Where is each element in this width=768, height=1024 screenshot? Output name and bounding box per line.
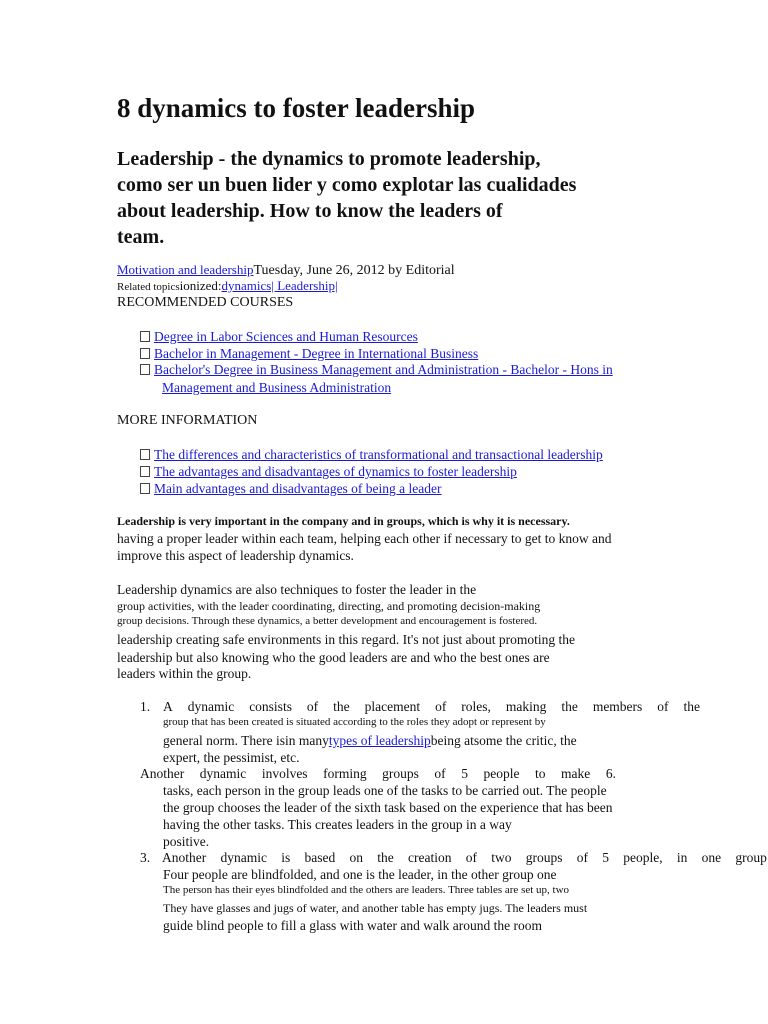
recommended-item-continued[interactable] <box>162 380 391 396</box>
more-info-item[interactable] <box>140 447 603 463</box>
more-info-item[interactable] <box>140 481 442 497</box>
word: the <box>333 699 350 714</box>
word: groups <box>382 766 419 781</box>
word: placement <box>364 699 421 714</box>
date-author: Tuesday, June 26, 2012 by Editorial <box>253 263 455 278</box>
checkbox-icon <box>140 364 150 375</box>
word: A <box>163 699 173 714</box>
course-link[interactable]: Bachelor in Management - Degree in International Business <box>154 346 479 361</box>
word: the <box>683 699 700 714</box>
checkbox-icon <box>140 348 150 359</box>
list-item-2-line: positive. <box>163 834 210 849</box>
list-number: 3. <box>140 850 151 865</box>
course-link[interactable]: Bachelor's Degree in Business Management and Administration - Bachelor - Hons in <box>154 362 613 377</box>
list-number: 1. <box>140 699 151 714</box>
recommended-item[interactable] <box>140 362 613 378</box>
word: Another <box>140 766 185 781</box>
word: make <box>561 766 591 781</box>
info-link[interactable]: The advantages and disadvantages of dynamics to foster leadership <box>154 464 517 479</box>
word: on <box>349 850 364 865</box>
word: people <box>483 766 520 781</box>
word: creation <box>408 850 452 865</box>
subtitle-line: team. <box>117 226 165 248</box>
list-item-1-line: group that has been created is situated according to the roles they adopt or represent by <box>163 716 546 728</box>
word: of <box>434 766 446 781</box>
paragraph-2-line: group activities, with the leader coordinating, directing, and promoting decision-making <box>117 599 541 613</box>
list-item-3-line: guide blind people to fill a glass with water and walk around the room <box>163 918 543 933</box>
list-item-1-line <box>163 733 577 749</box>
list-item-3-line: They have glasses and jugs of water, and another table has empty jugs. The leaders must <box>163 901 588 915</box>
course-link[interactable]: Degree in Labor Sciences and Human Resources <box>154 329 418 344</box>
word: of <box>576 850 588 865</box>
recommended-heading: RECOMMENDED COURSES <box>117 295 294 310</box>
word: of <box>657 699 669 714</box>
related-tags-link[interactable]: dynamics| Leadership| <box>221 278 338 293</box>
subtitle-line: about leadership. How to know the leaders of <box>117 200 503 222</box>
word: roles, <box>461 699 491 714</box>
related-mid: ionized: <box>179 278 222 293</box>
paragraph-2-line: leaders within the group. <box>117 666 252 681</box>
paragraph-2-line: leadership but also knowing who the good leaders are and who the best ones are <box>117 650 550 665</box>
related-prefix: Related topics <box>117 281 180 293</box>
related-topics <box>117 278 338 294</box>
word: members <box>592 699 643 714</box>
paragraph-2-line: Leadership dynamics are also techniques to foster the leader in the <box>117 582 477 597</box>
word: in <box>676 850 688 865</box>
list-item-1-line-1 <box>163 699 700 715</box>
word: one <box>701 850 722 865</box>
more-info-heading: MORE INFORMATION <box>117 413 258 428</box>
word: group <box>735 850 767 865</box>
word: the <box>377 850 394 865</box>
word: Another <box>162 850 207 865</box>
text: being atsome the critic, the <box>430 733 577 748</box>
info-link[interactable]: The differences and characteristics of transformational and transactional leadership <box>154 447 603 462</box>
subtitle-line: Leadership - the dynamics to promote leadership, <box>117 148 541 170</box>
word: of <box>306 699 319 714</box>
list-item-3-line: Four people are blindfolded, and one is the leader, in the other group one <box>163 867 557 882</box>
paragraph-2-line: leadership creating safe environments in this regard. It's not just about promoting the <box>117 632 575 647</box>
word: of <box>465 850 477 865</box>
course-link[interactable]: Management and Business Administration <box>162 380 392 395</box>
list-item-2-line: tasks, each person in the group leads one of the tasks to be carried out. The people <box>163 783 607 798</box>
page-title: 8 dynamics to foster leadership <box>117 93 475 123</box>
info-link[interactable]: Main advantages and disadvantages of being a leader <box>154 481 442 496</box>
paragraph-1-bold: Leadership is very important in the company and in groups, which is why it is necessary. <box>117 514 570 528</box>
word: forming <box>323 766 367 781</box>
subtitle <box>117 146 576 250</box>
subtitle-line: como ser un buen lider y como explotar las cualidades <box>117 174 577 196</box>
word: to <box>535 766 546 781</box>
word: 5 <box>461 766 468 781</box>
word: 5 <box>602 850 609 865</box>
list-item-2-line: the group chooses the leader of the sixth task based on the experience that has been <box>163 800 613 815</box>
list-item-3-line: The person has their eyes blindfolded and the others are leaders. Three tables are set up, two <box>163 884 570 896</box>
types-of-leadership-link[interactable]: types of leadership <box>328 733 431 748</box>
checkbox-icon <box>140 449 150 460</box>
word: involves <box>261 766 308 781</box>
paragraph-1-line: improve this aspect of leadership dynamics. <box>117 548 354 563</box>
paragraph-2-line: group decisions. Through these dynamics, a better development and encouragement is fostered. <box>117 615 538 627</box>
recommended-item[interactable] <box>140 346 478 362</box>
word: dynamic <box>199 766 247 781</box>
word: the <box>561 699 578 714</box>
checkbox-icon <box>140 466 150 477</box>
checkbox-icon <box>140 483 150 494</box>
word: two <box>491 850 512 865</box>
word: dynamic <box>187 699 235 714</box>
word: is <box>281 850 291 865</box>
word: 6. <box>605 766 616 781</box>
word: making <box>505 699 547 714</box>
word: based <box>304 850 336 865</box>
word: dynamic <box>220 850 267 865</box>
text: general norm. There isin many <box>163 733 329 748</box>
word: groups <box>525 850 563 865</box>
more-info-item[interactable] <box>140 464 517 480</box>
list-item-1-line: expert, the pessimist, etc. <box>163 750 300 765</box>
recommended-item[interactable] <box>140 329 418 345</box>
word: people, <box>623 850 663 865</box>
category-link[interactable]: Motivation and leadership <box>117 262 254 277</box>
word: of <box>435 699 447 714</box>
checkbox-icon <box>140 331 150 342</box>
word: consists <box>249 699 292 714</box>
article-meta <box>117 262 455 279</box>
list-item-2-line-1 <box>140 766 616 782</box>
list-item-3-line-1 <box>162 850 767 866</box>
paragraph-1-line: having a proper leader within each team, helping each other if necessary to get to know and <box>117 531 612 546</box>
list-item-2-line: having the other tasks. This creates leaders in the group in a way <box>163 817 512 832</box>
